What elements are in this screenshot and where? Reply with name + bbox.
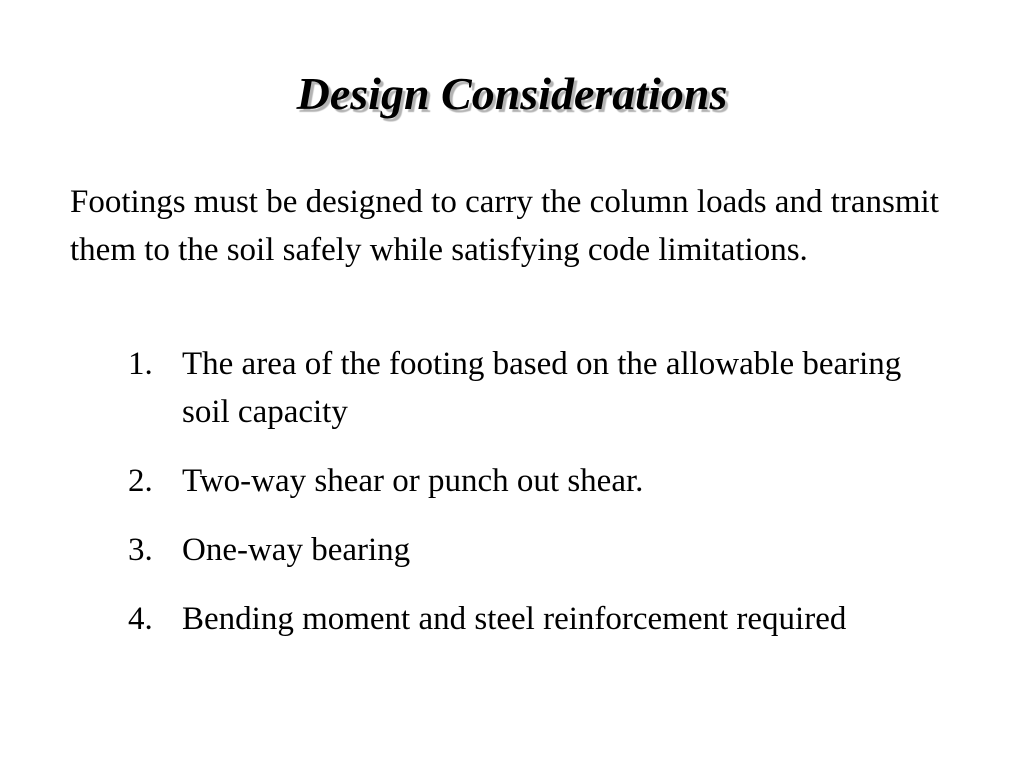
considerations-list (128, 340, 948, 664)
list-item (128, 340, 948, 436)
list-item (128, 526, 948, 574)
list-item-number: 4. (128, 601, 153, 637)
list-item-text: The area of the footing based on the allowable bearing soil capacity (182, 346, 902, 430)
list-item-number: 2. (128, 463, 153, 499)
list-item (128, 595, 948, 643)
slide-title: Design Considerations (296, 68, 728, 119)
list-item-text: Two-way shear or punch out shear. (182, 463, 644, 499)
list-item (128, 457, 948, 505)
list-item-text: Bending moment and steel reinforcement required (182, 601, 847, 637)
list-item-number: 3. (128, 532, 153, 568)
list-item-number: 1. (128, 346, 153, 382)
list-item-text: One-way bearing (182, 532, 411, 568)
intro-paragraph: Footings must be designed to carry the column loads and transmit them to the soil safely while satisfying code limitations. (70, 184, 939, 268)
